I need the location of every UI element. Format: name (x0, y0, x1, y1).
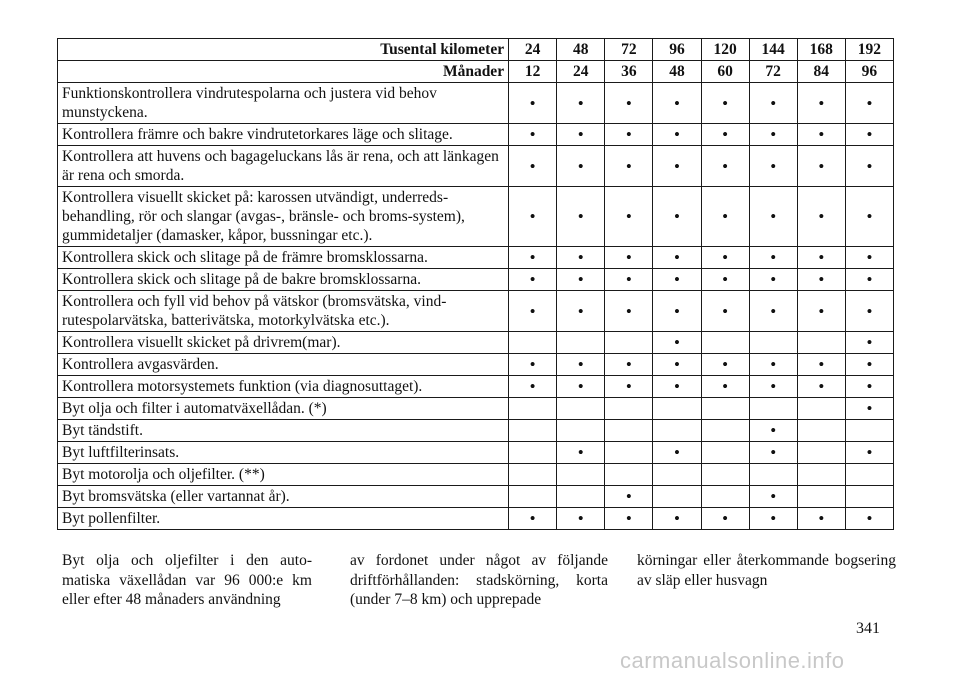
empty-cell (557, 420, 605, 442)
schedule-item-label: Kontrollera motorsystemets funktion (via diagnosuttaget). (58, 376, 509, 398)
scheduled-dot: • (701, 376, 749, 398)
schedule-row (58, 398, 894, 420)
scheduled-dot: • (749, 187, 797, 247)
schedule-row (58, 332, 894, 354)
schedule-item-label: Kontrollera skick och slitage på de bakre bromsklossarna. (58, 269, 509, 291)
scheduled-dot: • (605, 508, 653, 530)
header-month-value: 96 (845, 61, 893, 83)
empty-cell (701, 420, 749, 442)
schedule-item-label: Byt luftfilterinsats. (58, 442, 509, 464)
schedule-row (58, 464, 894, 486)
empty-cell (653, 486, 701, 508)
scheduled-dot: • (557, 291, 605, 332)
header-km-value: 96 (653, 39, 701, 61)
empty-cell (605, 420, 653, 442)
empty-cell (605, 398, 653, 420)
empty-cell (557, 332, 605, 354)
scheduled-dot: • (557, 442, 605, 464)
scheduled-dot: • (797, 376, 845, 398)
schedule-item-label: Kontrollera och fyll vid behov på vätskor (bromsvätska, vind-rutespolarvätska, batterivätska, motorkylvätska etc.). (58, 291, 509, 332)
scheduled-dot: • (605, 486, 653, 508)
scheduled-dot: • (749, 486, 797, 508)
scheduled-dot: • (845, 332, 893, 354)
schedule-item-label: Kontrollera skick och slitage på de främre bromsklossarna. (58, 247, 509, 269)
empty-cell (845, 420, 893, 442)
schedule-item-label: Kontrollera främre och bakre vindrutetorkares läge och slitage. (58, 124, 509, 146)
scheduled-dot: • (557, 146, 605, 187)
empty-cell (797, 464, 845, 486)
empty-cell (797, 332, 845, 354)
scheduled-dot: • (653, 508, 701, 530)
empty-cell (749, 398, 797, 420)
empty-cell (557, 464, 605, 486)
schedule-item-label: Funktionskontrollera vindrutespolarna och justera vid behov munstyckena. (58, 83, 509, 124)
schedule-row (58, 420, 894, 442)
header-km-value: 144 (749, 39, 797, 61)
schedule-row (58, 269, 894, 291)
scheduled-dot: • (845, 269, 893, 291)
empty-cell (653, 398, 701, 420)
scheduled-dot: • (557, 247, 605, 269)
schedule-item-label: Kontrollera visuellt skicket på drivrem(mar). (58, 332, 509, 354)
header-km-value: 192 (845, 39, 893, 61)
schedule-row (58, 376, 894, 398)
scheduled-dot: • (605, 291, 653, 332)
scheduled-dot: • (797, 124, 845, 146)
header-month-value: 12 (509, 61, 557, 83)
scheduled-dot: • (557, 83, 605, 124)
page-number: 341 (856, 620, 880, 637)
schedule-body (58, 83, 894, 530)
empty-cell (509, 332, 557, 354)
header-km-value: 24 (509, 39, 557, 61)
scheduled-dot: • (509, 146, 557, 187)
header-month-value: 84 (797, 61, 845, 83)
scheduled-dot: • (749, 291, 797, 332)
header-km-label: Tusental kilometer (58, 39, 509, 61)
empty-cell (701, 398, 749, 420)
scheduled-dot: • (797, 508, 845, 530)
scheduled-dot: • (509, 508, 557, 530)
empty-cell (845, 486, 893, 508)
scheduled-dot: • (509, 354, 557, 376)
scheduled-dot: • (797, 354, 845, 376)
footnote-column-2: av fordonet under något av följande driftförhållanden: stadskörning, korta (under 7–8 km) och upprepade (350, 552, 608, 608)
scheduled-dot: • (845, 291, 893, 332)
scheduled-dot: • (653, 354, 701, 376)
header-km-value: 120 (701, 39, 749, 61)
scheduled-dot: • (557, 376, 605, 398)
scheduled-dot: • (845, 83, 893, 124)
scheduled-dot: • (653, 187, 701, 247)
empty-cell (797, 486, 845, 508)
footnote-column-3: körningar eller återkommande bogsering av släp eller husvagn (637, 552, 896, 589)
scheduled-dot: • (653, 442, 701, 464)
scheduled-dot: • (797, 247, 845, 269)
header-month-value: 24 (557, 61, 605, 83)
watermark: carmanualsonline.info (620, 648, 845, 673)
empty-cell (797, 398, 845, 420)
scheduled-dot: • (845, 508, 893, 530)
scheduled-dot: • (701, 187, 749, 247)
empty-cell (797, 442, 845, 464)
scheduled-dot: • (845, 398, 893, 420)
schedule-item-label: Kontrollera visuellt skicket på: karossen utvändigt, underreds-behandling, rör och slangar (avgas-, bränsle- och broms-system), gummidetaljer (damasker, kåpor, bussningar etc.). (58, 187, 509, 247)
scheduled-dot: • (701, 291, 749, 332)
schedule-row (58, 354, 894, 376)
scheduled-dot: • (749, 247, 797, 269)
header-month-value: 48 (653, 61, 701, 83)
empty-cell (749, 332, 797, 354)
scheduled-dot: • (749, 146, 797, 187)
scheduled-dot: • (509, 291, 557, 332)
empty-cell (605, 464, 653, 486)
scheduled-dot: • (509, 376, 557, 398)
scheduled-dot: • (797, 291, 845, 332)
scheduled-dot: • (605, 146, 653, 187)
scheduled-dot: • (557, 269, 605, 291)
empty-cell (749, 464, 797, 486)
scheduled-dot: • (797, 83, 845, 124)
empty-cell (557, 398, 605, 420)
empty-cell (701, 464, 749, 486)
scheduled-dot: • (557, 354, 605, 376)
schedule-row (58, 508, 894, 530)
schedule-item-label: Byt bromsvätska (eller vartannat år). (58, 486, 509, 508)
scheduled-dot: • (845, 247, 893, 269)
schedule-item-label: Byt pollenfilter. (58, 508, 509, 530)
schedule-row (58, 442, 894, 464)
scheduled-dot: • (701, 508, 749, 530)
scheduled-dot: • (797, 146, 845, 187)
empty-cell (509, 486, 557, 508)
empty-cell (653, 464, 701, 486)
scheduled-dot: • (653, 124, 701, 146)
empty-cell (557, 486, 605, 508)
scheduled-dot: • (845, 124, 893, 146)
schedule-item-label: Byt tändstift. (58, 420, 509, 442)
empty-cell (701, 486, 749, 508)
schedule-row (58, 124, 894, 146)
empty-cell (509, 464, 557, 486)
scheduled-dot: • (605, 187, 653, 247)
scheduled-dot: • (509, 124, 557, 146)
empty-cell (701, 332, 749, 354)
scheduled-dot: • (749, 124, 797, 146)
empty-cell (605, 332, 653, 354)
schedule-row (58, 247, 894, 269)
empty-cell (509, 442, 557, 464)
header-km-value: 168 (797, 39, 845, 61)
scheduled-dot: • (845, 442, 893, 464)
empty-cell (509, 398, 557, 420)
scheduled-dot: • (605, 269, 653, 291)
schedule-item-label: Kontrollera att huvens och bagageluckans lås är rena, och att länkagen är rena och smorda. (58, 146, 509, 187)
schedule-row (58, 187, 894, 247)
scheduled-dot: • (653, 146, 701, 187)
scheduled-dot: • (845, 187, 893, 247)
scheduled-dot: • (509, 83, 557, 124)
scheduled-dot: • (845, 354, 893, 376)
scheduled-dot: • (701, 124, 749, 146)
header-month-value: 60 (701, 61, 749, 83)
scheduled-dot: • (653, 269, 701, 291)
empty-cell (797, 420, 845, 442)
scheduled-dot: • (653, 83, 701, 124)
scheduled-dot: • (557, 124, 605, 146)
scheduled-dot: • (749, 420, 797, 442)
schedule-row (58, 486, 894, 508)
scheduled-dot: • (653, 332, 701, 354)
scheduled-dot: • (797, 269, 845, 291)
scheduled-dot: • (653, 291, 701, 332)
scheduled-dot: • (797, 187, 845, 247)
scheduled-dot: • (653, 247, 701, 269)
schedule-row (58, 146, 894, 187)
header-row-km (58, 39, 894, 61)
header-row-months (58, 61, 894, 83)
schedule-item-label: Kontrollera avgasvärden. (58, 354, 509, 376)
scheduled-dot: • (605, 83, 653, 124)
empty-cell (509, 420, 557, 442)
schedule-row (58, 83, 894, 124)
scheduled-dot: • (701, 269, 749, 291)
scheduled-dot: • (701, 354, 749, 376)
header-month-value: 36 (605, 61, 653, 83)
scheduled-dot: • (509, 269, 557, 291)
footnote-column-1: Byt olja och oljefilter i den auto-matiska växellådan var 96 000:e km eller efter 48 månaders användning (62, 552, 312, 608)
scheduled-dot: • (605, 124, 653, 146)
scheduled-dot: • (605, 376, 653, 398)
empty-cell (605, 442, 653, 464)
scheduled-dot: • (749, 376, 797, 398)
scheduled-dot: • (509, 247, 557, 269)
header-km-value: 48 (557, 39, 605, 61)
header-month-value: 72 (749, 61, 797, 83)
scheduled-dot: • (509, 187, 557, 247)
empty-cell (653, 420, 701, 442)
header-km-value: 72 (605, 39, 653, 61)
scheduled-dot: • (557, 187, 605, 247)
schedule-item-label: Byt olja och filter i automatväxellådan. (*) (58, 398, 509, 420)
scheduled-dot: • (845, 146, 893, 187)
scheduled-dot: • (749, 508, 797, 530)
empty-cell (701, 442, 749, 464)
scheduled-dot: • (701, 146, 749, 187)
scheduled-dot: • (749, 442, 797, 464)
empty-cell (845, 464, 893, 486)
maintenance-schedule-table (57, 38, 894, 530)
scheduled-dot: • (749, 269, 797, 291)
schedule-row (58, 291, 894, 332)
scheduled-dot: • (557, 508, 605, 530)
scheduled-dot: • (845, 376, 893, 398)
scheduled-dot: • (749, 83, 797, 124)
scheduled-dot: • (653, 376, 701, 398)
scheduled-dot: • (605, 354, 653, 376)
schedule-item-label: Byt motorolja och oljefilter. (**) (58, 464, 509, 486)
header-month-label: Månader (58, 61, 509, 83)
scheduled-dot: • (701, 247, 749, 269)
scheduled-dot: • (701, 83, 749, 124)
scheduled-dot: • (605, 247, 653, 269)
scheduled-dot: • (749, 354, 797, 376)
